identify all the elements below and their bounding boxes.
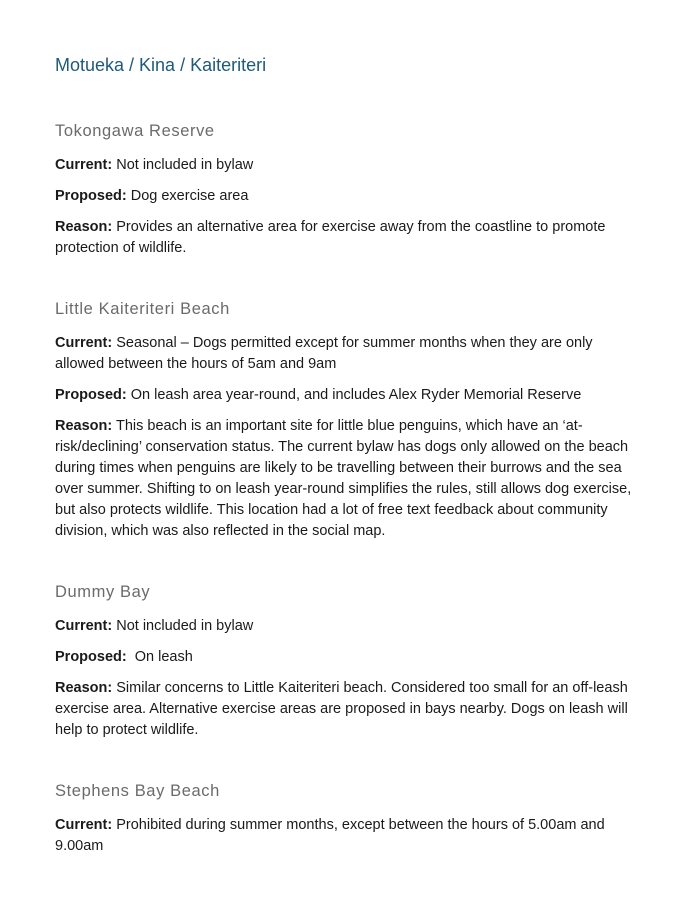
reason-label: Reason: — [55, 680, 113, 696]
reason-text: Similar concerns to Little Kaiteriteri beach. Considered too small for an off-leash exercise area. Alternative exercise areas are proposed in bays nearby. Dogs on leash will help to protect wildlife. — [55, 680, 628, 738]
current-text: Not included in bylaw — [112, 618, 254, 634]
reason-little-kaiteriteri-beach — [55, 416, 645, 542]
proposed-text: On leash area year-round, and includes Alex Ryder Memorial Reserve — [126, 387, 582, 403]
current-text: Prohibited during summer months, except between the hours of 5.00am and 9.00am — [55, 817, 605, 854]
section-heading-tokongawa-reserve: Tokongawa Reserve — [55, 122, 215, 140]
proposed-label: Proposed: — [55, 649, 127, 665]
current-status-tokongawa-reserve — [55, 155, 645, 176]
proposed-text: On leash — [126, 649, 193, 665]
section-heading-little-kaiteriteri-beach: Little Kaiteriteri Beach — [55, 300, 230, 318]
proposed-status-dummy-bay — [55, 647, 645, 668]
current-status-dummy-bay — [55, 616, 645, 637]
reason-label: Reason: — [55, 219, 113, 235]
section-heading-stephens-bay-beach: Stephens Bay Beach — [55, 782, 220, 800]
proposed-text: Dog exercise area — [126, 188, 249, 204]
proposed-status-tokongawa-reserve — [55, 186, 645, 207]
current-status-stephens-bay-beach — [55, 815, 645, 857]
proposed-status-little-kaiteriteri-beach — [55, 385, 645, 406]
reason-text: Provides an alternative area for exercise away from the coastline to promote protection of wildlife. — [55, 219, 606, 256]
reason-text: This beach is an important site for little blue penguins, which have an ‘at-risk/declining’ conservation status. The current bylaw has dogs only allowed on the beach during times when penguins are likely to be travelling between their burrows and the sea over summer. Shifting to on leash year-round simplifies the rules, still allows dog exercise, but also protects wildlife. This location had a lot of free text feedback about community division, which was also reflected in the social map. — [55, 418, 632, 539]
current-text: Not included in bylaw — [112, 157, 254, 173]
reason-tokongawa-reserve — [55, 217, 645, 259]
current-status-little-kaiteriteri-beach — [55, 333, 645, 375]
reason-label: Reason: — [55, 418, 113, 434]
current-label: Current: — [55, 157, 113, 173]
proposed-label: Proposed: — [55, 188, 127, 204]
current-label: Current: — [55, 335, 113, 351]
reason-dummy-bay — [55, 678, 645, 741]
section-heading-dummy-bay: Dummy Bay — [55, 583, 151, 601]
current-label: Current: — [55, 618, 113, 634]
proposed-label: Proposed: — [55, 387, 127, 403]
current-text: Seasonal – Dogs permitted except for summer months when they are only allowed between the hours of 5am and 9am — [55, 335, 593, 372]
page-title: Motueka / Kina / Kaiteriteri — [55, 55, 267, 75]
current-label: Current: — [55, 817, 113, 833]
